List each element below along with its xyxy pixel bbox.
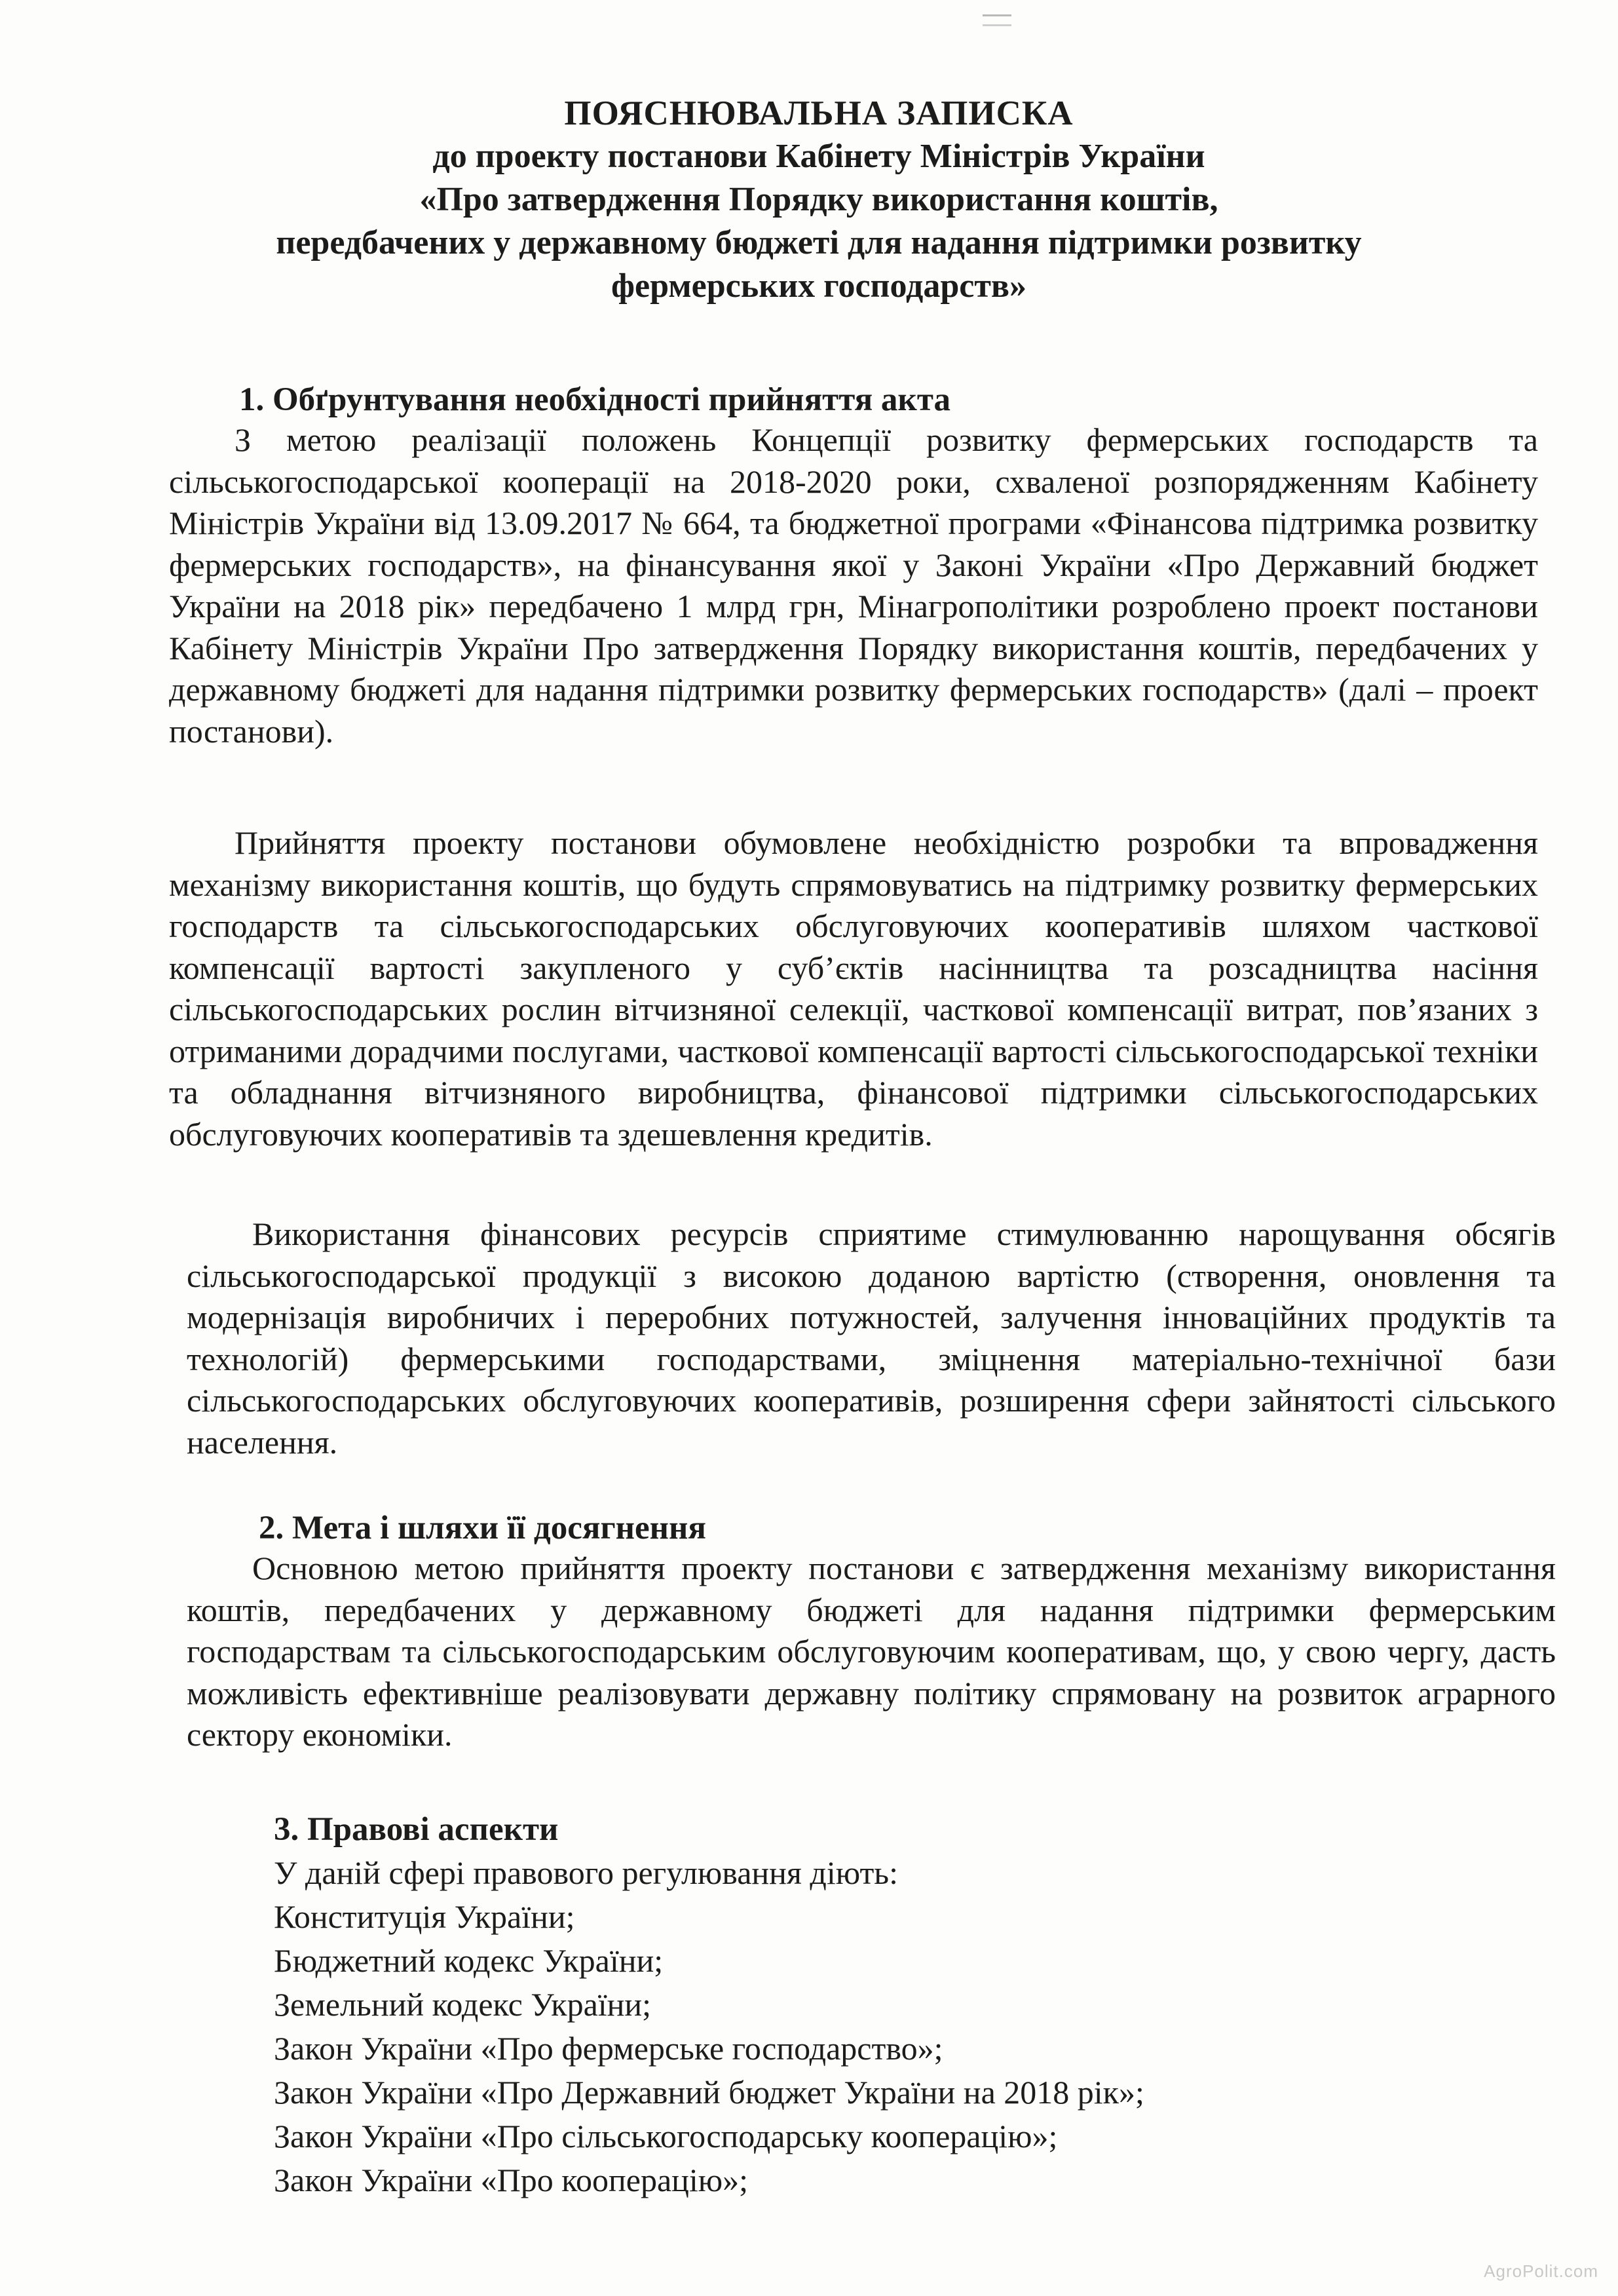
section-1-paragraph-2 [169, 822, 1538, 1155]
paragraph-text: Прийняття проекту постанови обумовлене необхідністю розробки та впровадження механізму використання коштів, що будуть спрямовуватись на підтримку розвитку фермерських господарств та сільськогосподарських обслуговуючих кооперативів шляхом часткової компенсації вартості закупленого у суб’єктів насінництва та розсадництва насіння сільськогосподарських рослин вітчизняної селекції, часткової компенсації витрат, пов’язаних з отриманими дорадчими послугами, часткової компенсації вартості сільськогосподарської техніки та обладнання вітчизняного виробництва, фінансової підтримки сільськогосподарських обслуговуючих кооперативів та здешевлення кредитів. [169, 824, 1538, 1153]
legal-act-item: Закон України «Про фермерське господарство»; [274, 2030, 943, 2067]
legal-act-item: Закон України «Про сільськогосподарську кооперацію»; [274, 2118, 1058, 2154]
title-block [197, 92, 1441, 308]
legal-act-item: Закон України «Про Державний бюджет України на 2018 рік»; [274, 2074, 1144, 2111]
section-2-paragraph [187, 1548, 1556, 1756]
section-2-heading: 2. Мета і шляхи її досягнення [259, 1510, 706, 1546]
scan-mark [983, 14, 1011, 26]
watermark: AgroPolit.com [1484, 2261, 1598, 2281]
legal-act-item: Земельний кодекс України; [274, 1986, 652, 2023]
section-1-paragraph-3 [187, 1214, 1556, 1463]
paragraph-text: Використання фінансових ресурсів сприятиме стимулюванню нарощування обсягів сільськогосподарської продукції з високою доданою вартістю (створення, оновлення та модернізація виробничих і переробних потужностей, залучення інноваційних продуктів та технологій) фермерськими господарствами, зміцнення матеріально-технічної бази сільськогосподарських обслуговуючих кооперативів, розширення сфери зайнятості сільського населення. [187, 1215, 1556, 1461]
section-1-heading: 1. Обґрунтування необхідності прийняття акта [239, 381, 950, 418]
paragraph-text: Основною метою прийняття проекту постанови є затвердження механізму використання коштів, передбачених у державному бюджеті для надання підтримки фермерським господарствам та сільськогосподарським обслуговуючим кооперативам, що, у свою чергу, дасть можливість ефективніше реалізовувати державну політику спрямовану на розвиток аграрного сектору економіки. [187, 1550, 1556, 1753]
subtitle-line: до проекту постанови Кабінету Міністрів України [432, 138, 1205, 175]
section-3-heading: 3. Правові аспекти [274, 1811, 559, 1848]
section-3-intro: У даній сфері правового регулювання діють: [274, 1854, 899, 1891]
document-title: ПОЯСНЮВАЛЬНА ЗАПИСКА [564, 94, 1074, 132]
legal-act-item: Закон України «Про кооперацію»; [274, 2162, 749, 2198]
subtitle-line: фермерських господарств» [611, 267, 1026, 305]
subtitle-line: передбачених у державному бюджеті для надання підтримки розвитку [276, 224, 1362, 261]
legal-act-item: Бюджетний кодекс України; [274, 1942, 664, 1979]
section-1-paragraph-1 [169, 419, 1538, 752]
legal-act-item: Конституція України; [274, 1898, 575, 1935]
paragraph-text: З метою реалізації положень Концепції розвитку фермерських господарств та сільськогосподарської кооперації на 2018-2020 роки, схваленої розпорядженням Кабінету Міністрів України від 13.09.2017 № 664, та бюджетної програми «Фінансова підтримка розвитку фермерських господарств», на фінансування якої у Законі України «Про Державний бюджет України на 2018 рік» передбачено 1 млрд грн, Мінагрополітики розроблено проект постанови Кабінету Міністрів України Про затвердження Порядку використання коштів, передбачених у державному бюджеті для надання підтримки розвитку фермерських господарств» (далі – проект постанови). [169, 421, 1538, 750]
subtitle-line: «Про затвердження Порядку використання коштів, [419, 181, 1218, 218]
